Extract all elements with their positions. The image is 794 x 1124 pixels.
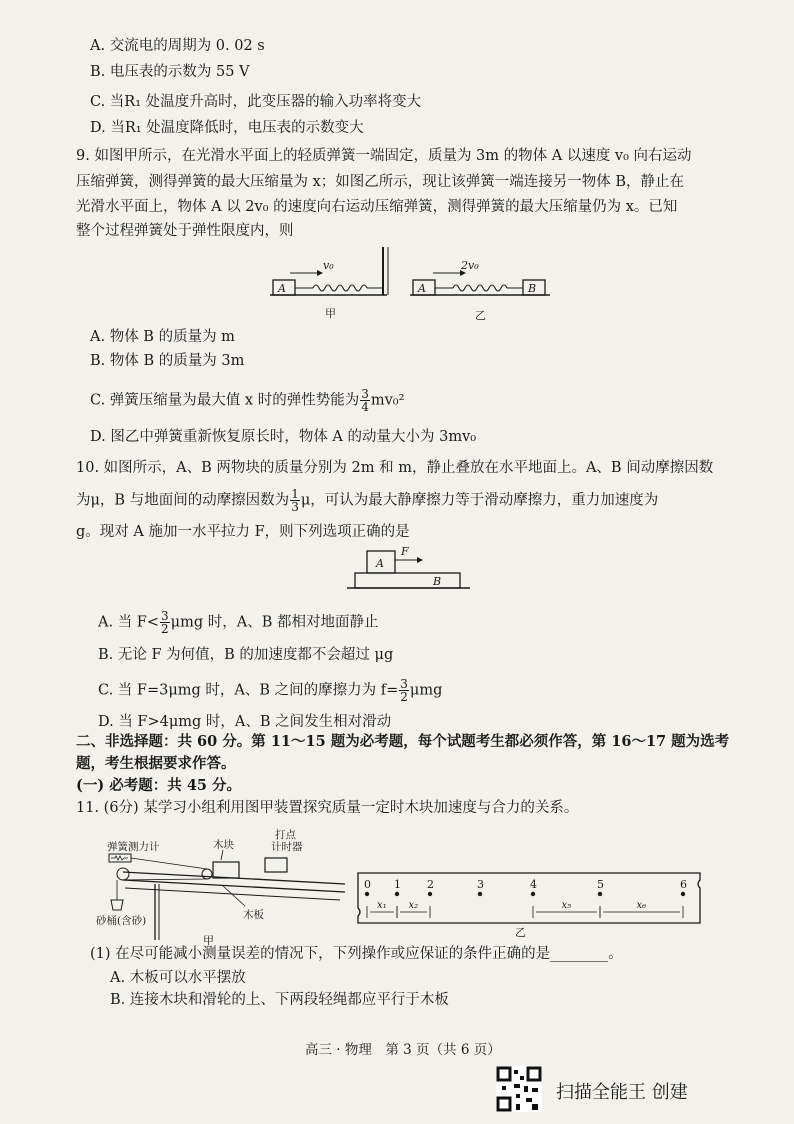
tape-point-label-1: 1 — [394, 878, 401, 891]
tape-point-label-2: 2 — [427, 878, 434, 891]
q9-label-v0: v₀ — [323, 259, 334, 272]
q9-label-b-yi: B — [528, 282, 537, 295]
tape-segment-label-0: x₁ — [377, 900, 387, 911]
q9-spring-yi — [453, 285, 507, 291]
q8-option-b: B. 电压表的示数为 55 V — [90, 64, 250, 80]
q8-option-c: C. 当R₁ 处温度升高时，此变压器的输入功率将变大 — [90, 94, 422, 110]
fraction: $\frac{3}{2}$ — [161, 609, 169, 636]
fraction: $\frac{3}{4}$ — [361, 387, 369, 414]
q9-stem-line-4: 整个过程弹簧处于弹性限度内，则 — [76, 223, 294, 239]
section2-sub: (一) 必考题：共 45 分。 — [76, 777, 242, 794]
q11-label-block: 木块 — [213, 839, 234, 851]
page-footer: 高三 · 物理 第 3 页（共 6 页） — [305, 1042, 501, 1058]
tape-point-2 — [428, 892, 432, 896]
tape-point-5 — [598, 892, 602, 896]
qr-code-icon — [496, 1066, 542, 1112]
q9-stem-line-3: 光滑水平面上，物体 A 以 2v₀ 的速度向右运动压缩弹簧，测得弹簧的最大压缩量仍为 x。已知 — [76, 199, 678, 215]
q10-stem-line-3: g。现对 A 施加一水平拉力 F，则下列选项正确的是 — [76, 524, 410, 540]
q11-figure-jia — [95, 822, 355, 947]
q10-label-a: A — [376, 557, 384, 570]
q11-label-bucket: 砂桶(含砂) — [96, 915, 147, 927]
q10-option-a: A. 当 F< $\frac{3}{2}$ μmg 时，A、B 都相对地面静止 — [98, 609, 379, 636]
q10-option-d: D. 当 F>4μmg 时，A、B 之间发生相对滑动 — [98, 714, 392, 730]
q10-stem-line-1: 10. 如图所示，A、B 两物块的质量分别为 2m 和 m，静止叠放在水平地面上。A、B 间动摩擦因数 — [76, 460, 714, 476]
q11-stem: 11. (6分) 某学习小组利用图甲装置探究质量一定时木块加速度与合力的关系。 — [76, 800, 579, 816]
q10-label-f: F — [401, 545, 409, 558]
q9-option-c: C. 弹簧压缩量为最大值 x 时的弹性势能为 $\frac{3}{4}$ mv₀² — [90, 387, 405, 414]
q11-timer — [265, 858, 287, 872]
q10-label-b: B — [433, 575, 442, 588]
q11-pulley-top — [202, 869, 212, 879]
tape-point-label-6: 6 — [680, 878, 687, 891]
q11-label-jia: 甲 — [203, 934, 214, 947]
scanner-watermark: 扫描全能王 创建 — [556, 1082, 688, 1103]
q11-label-yi: 乙 — [515, 926, 526, 939]
q11-label-spring-scale: 弹簧测力计 — [107, 841, 160, 853]
section2-heading-2: 题，考生根据要求作答。 — [76, 755, 236, 772]
tape-segment-label-1: x₂ — [408, 900, 419, 911]
q10-stem-line-2: 为μ，B 与地面间的动摩擦因数为 $\frac{1}{3}$ μ，可认为最大静摩擦力等于滑动摩擦力，重力加速度为 — [76, 487, 659, 514]
q9-label-jia: 甲 — [325, 307, 336, 320]
q11-sub-1: (1) 在尽可能减小测量误差的情况下，下列操作或应保证的条件正确的是________。 — [90, 946, 623, 962]
q11-option-b: B. 连接木块和滑轮的上、下两段轻绳都应平行于木板 — [110, 992, 449, 1008]
fraction: $\frac{1}{3}$ — [291, 487, 299, 514]
q11-pulley-left — [117, 868, 129, 880]
q8-option-a: A. 交流电的周期为 0. 02 s — [90, 38, 265, 54]
q9-stem-line-1: 9. 如图甲所示，在光滑水平面上的轻质弹簧一端固定，质量为 3m 的物体 A 以速度 v₀ 向右运动 — [76, 148, 692, 164]
q11-label-timer-2: 计时器 — [271, 841, 303, 853]
q9-label-2v0: 2v₀ — [461, 259, 479, 272]
q11-option-a: A. 木板可以水平摆放 — [110, 970, 246, 986]
q9-stem-line-2: 压缩弹簧，测得弹簧的最大压缩量为 x；如图乙所示，现让该弹簧一端连接另一物体 B，静止在 — [76, 174, 685, 190]
q8-option-d: D. 当R₁ 处温度降低时，电压表的示数变大 — [90, 120, 364, 136]
q10-option-b: B. 无论 F 为何值，B 的加速度都不会超过 μg — [98, 647, 394, 663]
q11-bucket — [111, 900, 123, 910]
q10-figure — [345, 543, 475, 593]
q9-spring-jia — [313, 285, 367, 291]
tape-segment-label-2: x₅ — [561, 900, 572, 911]
q10-option-c: C. 当 F=3μmg 时，A、B 之间的摩擦力为 f= $\frac{3}{2}$ μmg — [98, 677, 443, 704]
tape-point-4 — [531, 892, 535, 896]
tape-point-label-0: 0 — [364, 878, 371, 891]
q11-figure-yi-tape — [355, 868, 705, 938]
q9-label-a-yi: A — [418, 282, 426, 295]
q11-label-timer-1: 打点 — [275, 829, 296, 841]
q10-block-b — [355, 573, 460, 588]
q9-figure — [265, 245, 565, 325]
q9-label-a-jia: A — [278, 282, 286, 295]
tape-point-label-4: 4 — [530, 878, 537, 891]
tape-point-0 — [365, 892, 369, 896]
tape-point-1 — [395, 892, 399, 896]
fraction: $\frac{3}{2}$ — [400, 677, 408, 704]
tape-point-label-3: 3 — [477, 878, 484, 891]
section2-heading-1: 二、非选择题：共 60 分。第 11～15 题为必考题，每个试题考生都必须作答，第 16～17 题为选考 — [76, 733, 730, 750]
q11-block — [213, 862, 239, 878]
tape-point-label-5: 5 — [597, 878, 604, 891]
q11-label-board: 木板 — [243, 909, 264, 921]
q9-option-a: A. 物体 B 的质量为 m — [90, 329, 235, 345]
q9-label-yi: 乙 — [475, 309, 486, 322]
tape-point-6 — [681, 892, 685, 896]
q9-option-d: D. 图乙中弹簧重新恢复原长时，物体 A 的动量大小为 3mv₀ — [90, 429, 477, 445]
q9-option-b: B. 物体 B 的质量为 3m — [90, 353, 245, 369]
tape-point-3 — [478, 892, 482, 896]
tape-segment-label-3: x₆ — [636, 900, 647, 911]
